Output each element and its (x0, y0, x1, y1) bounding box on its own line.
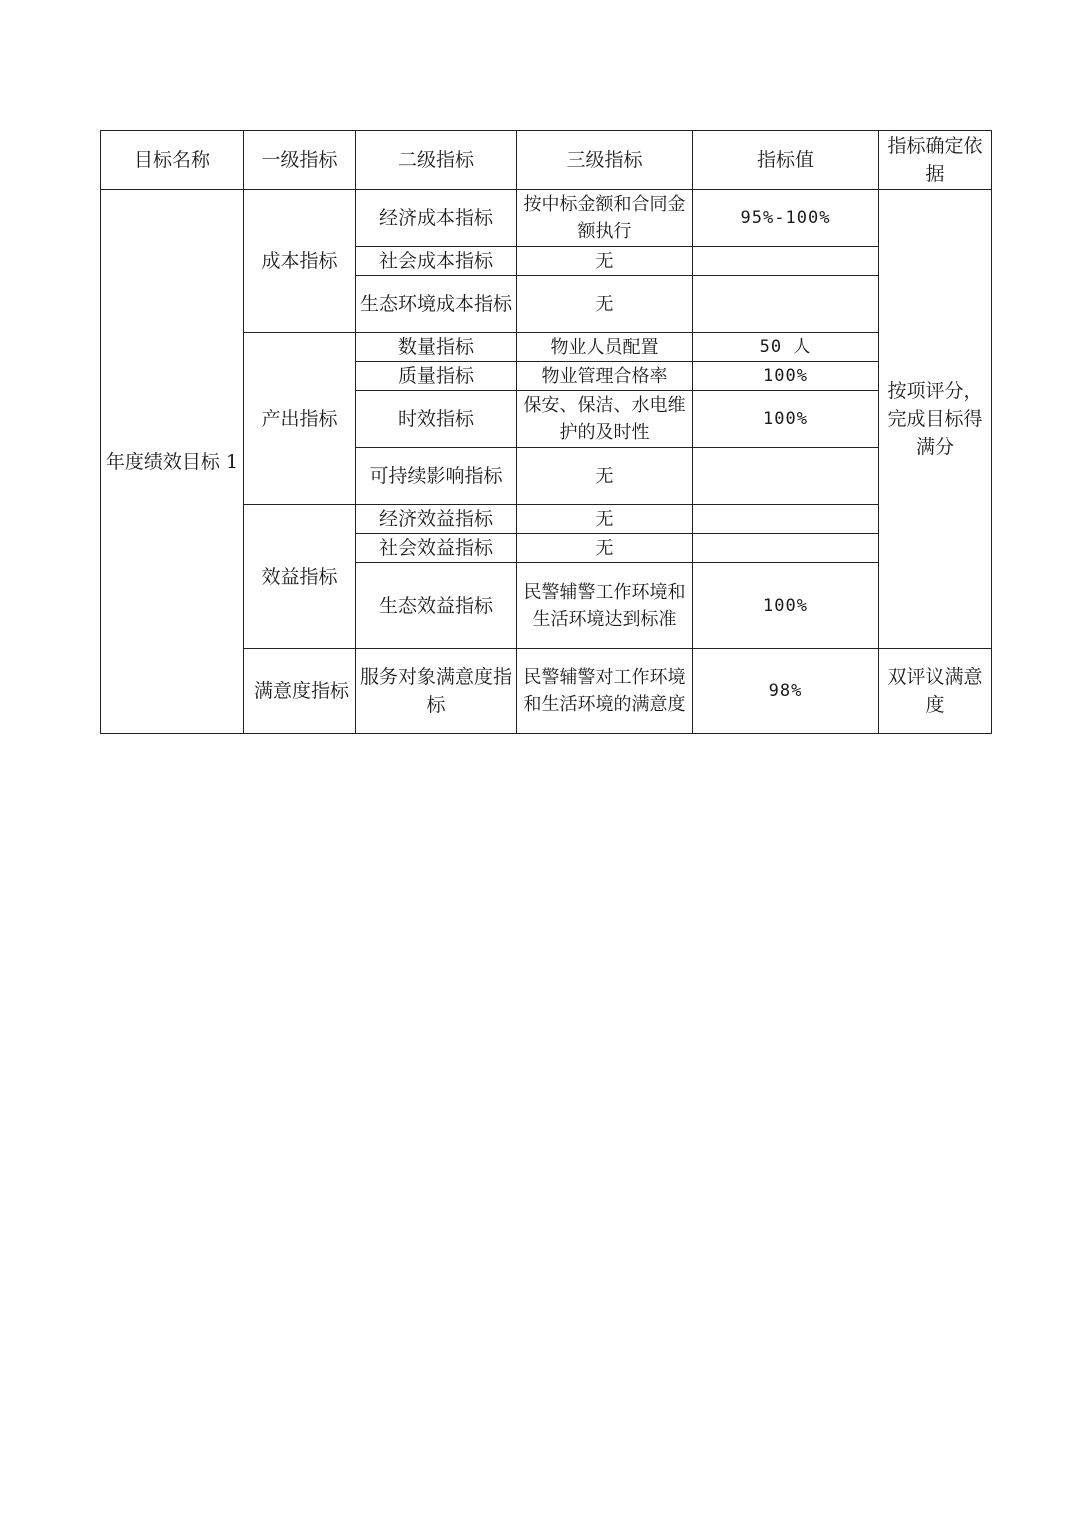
level3-cell: 无 (517, 276, 693, 333)
level3-cell: 民警辅警对工作环境和生活环境的满意度 (517, 649, 693, 734)
table-row (101, 190, 992, 247)
level3-cell: 无 (517, 505, 693, 534)
level2-cell: 时效指标 (356, 391, 517, 448)
level1-cell: 成本指标 (244, 190, 356, 333)
value-cell: 100% (693, 563, 879, 649)
level2-cell: 社会成本指标 (356, 247, 517, 276)
level2-cell: 可持续影响指标 (356, 448, 517, 505)
level3-cell: 按中标金额和合同金额执行 (517, 190, 693, 247)
level2-cell: 生态效益指标 (356, 563, 517, 649)
level1-cell: 满意度指标 (244, 649, 356, 734)
value-cell: 50 人 (693, 333, 879, 362)
level2-cell: 服务对象满意度指标 (356, 649, 517, 734)
level2-cell: 社会效益指标 (356, 534, 517, 563)
basis-main-cell: 按项评分，完成目标得满分 (879, 190, 992, 649)
value-cell (693, 505, 879, 534)
performance-goal-table (100, 130, 992, 734)
value-cell (693, 448, 879, 505)
header-level2: 二级指标 (356, 131, 517, 190)
value-cell: 98% (693, 649, 879, 734)
value-cell (693, 276, 879, 333)
level1-cell: 效益指标 (244, 505, 356, 649)
value-cell (693, 247, 879, 276)
level2-cell: 生态环境成本指标 (356, 276, 517, 333)
value-cell: 95%-100% (693, 190, 879, 247)
level2-cell: 数量指标 (356, 333, 517, 362)
level2-cell: 经济成本指标 (356, 190, 517, 247)
level3-cell: 无 (517, 448, 693, 505)
level2-cell: 经济效益指标 (356, 505, 517, 534)
value-cell: 100% (693, 391, 879, 448)
level3-cell: 无 (517, 534, 693, 563)
header-goal-name: 目标名称 (101, 131, 244, 190)
level3-cell: 物业人员配置 (517, 333, 693, 362)
level1-cell: 产出指标 (244, 333, 356, 505)
basis-satisfaction-cell: 双评议满意度 (879, 649, 992, 734)
header-row (101, 131, 992, 190)
level3-cell: 无 (517, 247, 693, 276)
level3-cell: 民警辅警工作环境和生活环境达到标准 (517, 563, 693, 649)
header-value: 指标值 (693, 131, 879, 190)
header-level1: 一级指标 (244, 131, 356, 190)
level3-cell: 保安、保洁、水电维护的及时性 (517, 391, 693, 448)
header-basis: 指标确定依据 (879, 131, 992, 190)
level2-cell: 质量指标 (356, 362, 517, 391)
goal-label-cell: 年度绩效目标 1 (101, 190, 244, 734)
level3-cell: 物业管理合格率 (517, 362, 693, 391)
value-cell (693, 534, 879, 563)
value-cell: 100% (693, 362, 879, 391)
header-level3: 三级指标 (517, 131, 693, 190)
